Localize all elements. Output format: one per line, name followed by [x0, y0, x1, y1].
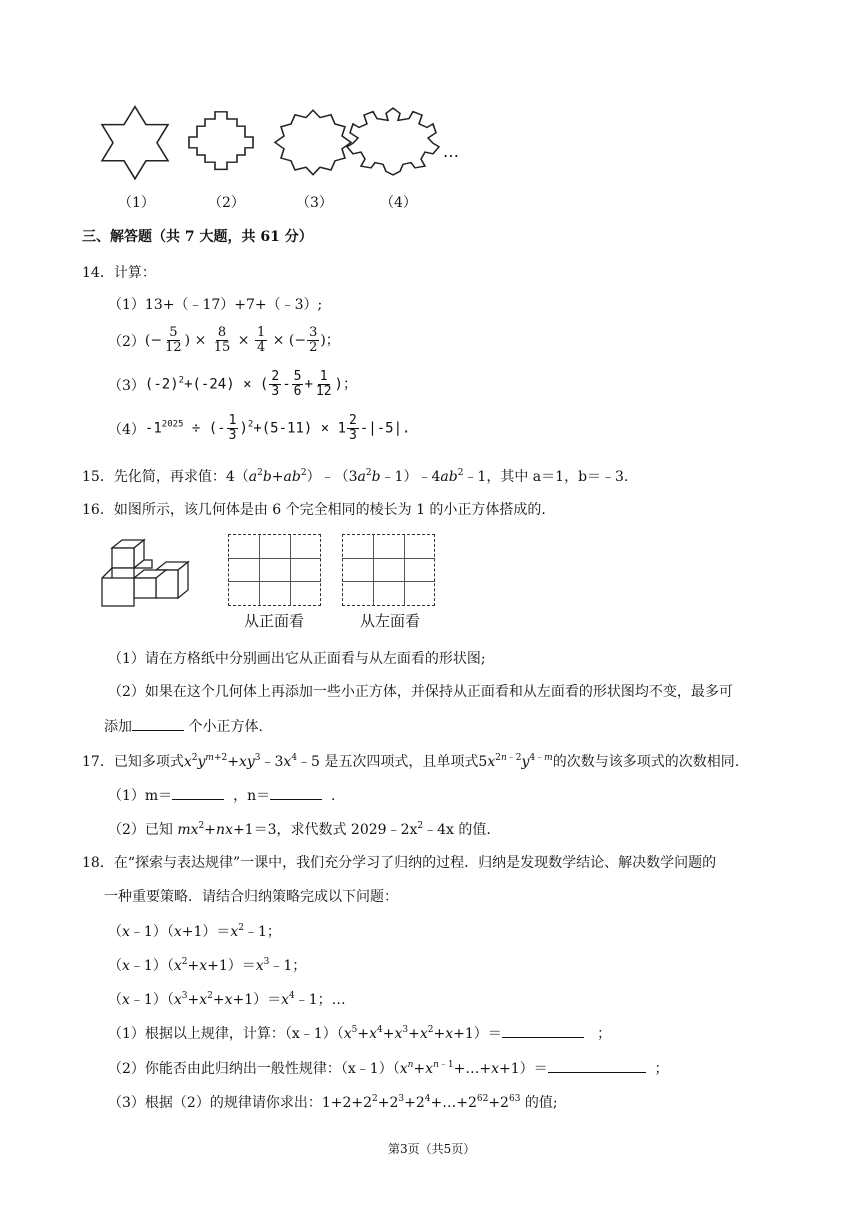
q16-part2-line2: 添加 个小正方体. — [104, 719, 263, 735]
q14-part4-label: （4） — [108, 421, 145, 438]
q18-part1-blank[interactable] — [502, 1037, 584, 1038]
left-view-caption: 从左面看 — [360, 612, 421, 630]
q14-part3-expr: $(-2)^2+(-24)$ × ( $\frac{2}{3}$ - $\frac{5}{6}$ + $\frac{1}{12}$ )； — [144, 369, 357, 399]
figure-label-4: （4） — [380, 195, 417, 211]
front-view-grid[interactable] — [228, 534, 321, 606]
q16-part1: （1）请在方格纸中分别画出它从正面看与从左面看的形状图; — [108, 651, 486, 667]
q16-part2-line1: （2）如果在这个几何体上再添加一些小正方体，并保持从正面看和从左面看的形状图均不变，最多可 — [108, 684, 733, 700]
q14-part4 — [108, 414, 410, 443]
q18-part2: （2）你能否由此归纳出一般性规律：$(x﹣1)(x^n+x^{n﹣1}+\dots+x+1)=$ ； — [108, 1060, 669, 1077]
snowflake-figures — [95, 105, 475, 185]
q14-part2-expr: (− $\frac{5}{12}$ ) × $\frac{8}{15}$ × $\frac{1}{4}$ × (− $\frac{3}{2}$ )； — [144, 325, 340, 355]
q17-part1: （1）m＝ ，n＝ . — [108, 788, 336, 804]
q14-part1: （1）13+（﹣17）+7+（﹣3）; — [108, 297, 323, 313]
q18-stem-line2: 一种重要策略．请结合归纳策略完成以下问题： — [104, 889, 398, 905]
page-footer: 第3页（共5页） — [388, 1142, 476, 1156]
q14-part2-label: （2） — [108, 333, 145, 350]
q18-example-1: $(x﹣1)(x+1)=x^2﹣1$； — [108, 923, 281, 940]
q14-part3 — [108, 370, 357, 399]
figures-ellipsis: … — [443, 142, 459, 161]
figure-label-3: （3） — [296, 195, 333, 211]
q15-text: 15．先化简，再求值：$4(a^2b+ab^2)﹣(3a^2b﹣1)﹣4ab^2﹣1$，其中 a＝1，b＝﹣3. — [82, 468, 629, 485]
q18-example-3: $(x﹣1)(x^3+x^2+x+1)=x^4﹣1$；… — [108, 991, 346, 1008]
left-view-grid[interactable] — [342, 534, 435, 606]
figure-3-shape — [275, 110, 351, 174]
q18-part3: （3）根据（2）的规律请你求出：$1+2+2^2+2^3+2^4+\dots+2^{62}+2^{63}$ 的值; — [108, 1094, 558, 1111]
figure-2-shape — [189, 112, 253, 170]
figure-label-2: （2） — [208, 195, 245, 211]
q17-stem: 17．已知多项式$x^2y^{m+2}+xy^3﹣3x^4﹣5$ 是五次四项式，且单项式$5x^{2n﹣2}y^{4﹣m}$的次数与该多项式的次数相同. — [82, 753, 740, 770]
q18-stem-line1: 18．在“探索与表达规律”一课中，我们充分学习了归纳的过程．归纳是发现数学结论、解决数学问题的 — [82, 855, 717, 871]
q14-part4-expr: $-1^{2025}$ ÷ (- $\frac{1}{3}$ )$^2$+(5-11) × 1 $\frac{2}{3}$ -|-5|. — [144, 413, 411, 443]
q17-n-blank[interactable] — [270, 799, 322, 800]
figure-1-star — [102, 107, 168, 179]
q18-example-2: $(x﹣1)(x^2+x+1)=x^3﹣1$； — [108, 957, 307, 974]
q17-part2: （2）已知 $mx^2+nx+1=3$，求代数式 $2029﹣2x^2﹣4x$ 的值. — [108, 821, 491, 838]
q18-part1: （1）根据以上规律，计算：$(x﹣1)(x^5+x^4+x^3+x^2+x+1)=$ ； — [108, 1025, 612, 1042]
cube-solid-figure — [100, 538, 192, 610]
figure-label-1: （1） — [118, 195, 155, 211]
q17-m-blank[interactable] — [172, 799, 224, 800]
front-view-caption: 从正面看 — [244, 612, 305, 630]
q14-part2 — [108, 326, 340, 355]
section-heading: 三、解答题（共 7 大题，共 61 分） — [82, 229, 313, 245]
figure-4-shape — [347, 108, 439, 175]
q14-stem: 14．计算： — [82, 265, 156, 281]
q16-stem: 16．如图所示，该几何体是由 6 个完全相同的棱长为 1 的小正方体搭成的. — [82, 502, 546, 518]
q14-part3-label: （3） — [108, 377, 145, 394]
q16-answer-blank[interactable] — [132, 730, 184, 731]
q18-part2-blank[interactable] — [548, 1072, 646, 1073]
